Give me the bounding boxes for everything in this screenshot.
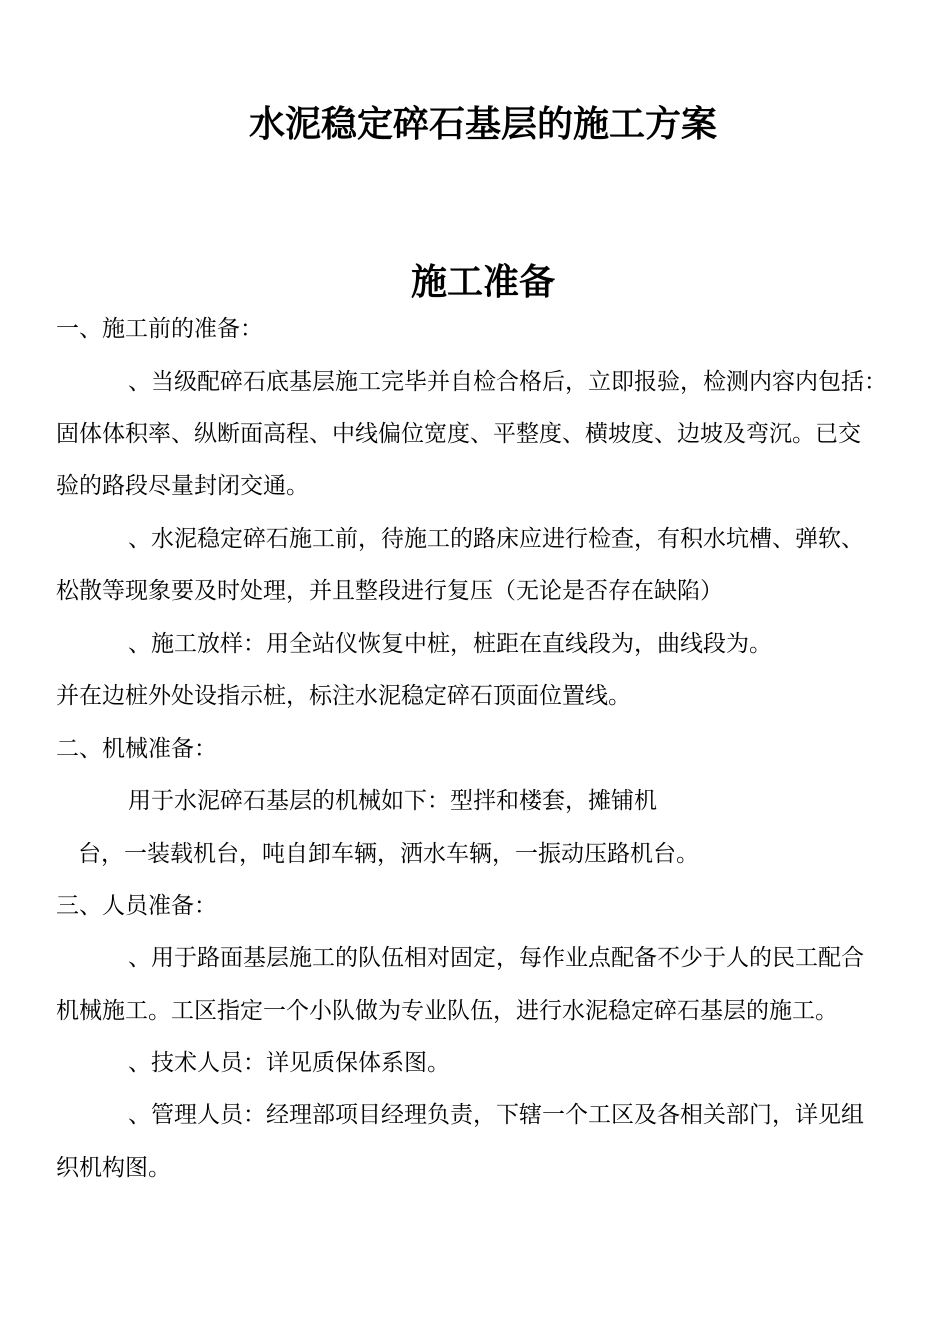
paragraph-line: 用于水泥碎石基层的机械如下：型拌和楼套，摊铺机 [128,788,657,814]
document-title: 水泥稳定碎石基层的施工方案 [248,104,717,146]
paragraph-line: 机械施工。工区指定一个小队做为专业队伍，进行水泥稳定碎石基层的施工。 [56,998,838,1024]
paragraph-line: 、施工放样：用全站仪恢复中桩，桩距在直线段为，曲线段为。 [128,631,772,657]
paragraph-line: 、技术人员：详见质保体系图。 [128,1050,450,1076]
paragraph-line: 、管理人员：经理部项目经理负责，下辖一个工区及各相关部门，详见组 [128,1102,864,1128]
heading-preparation-before-construction: 一、施工前的准备： [56,316,263,342]
paragraph-line: 织机构图。 [56,1155,171,1181]
paragraph-line: 并在边桩外处设指示桩，标注水泥稳定碎石顶面位置线。 [56,683,631,709]
paragraph-line: 、当级配碎石底基层施工完毕并自检合格后，立即报验，检测内容内包括： [128,369,887,395]
section-title: 施工准备 [410,261,555,303]
paragraph-line: 验的路段尽量封闭交通。 [56,473,309,499]
heading-personnel-preparation: 三、人员准备： [56,893,217,919]
paragraph-line: 松散等现象要及时处理，并且整段进行复压（无论是否存在缺陷） [56,578,723,604]
paragraph-line: 、水泥稳定碎石施工前，待施工的路床应进行检查，有积水坑槽、弹软、 [128,526,864,552]
heading-machinery-preparation: 二、机械准备： [56,736,217,762]
paragraph-line: 、用于路面基层施工的队伍相对固定，每作业点配备不少于人的民工配合 [128,945,864,971]
paragraph-line: 固体体积率、纵断面高程、中线偏位宽度、平整度、横坡度、边坡及弯沉。已交 [56,421,861,447]
paragraph-line: 台，一装载机台，吨自卸车辆，洒水车辆，一振动压路机台。 [78,841,699,867]
